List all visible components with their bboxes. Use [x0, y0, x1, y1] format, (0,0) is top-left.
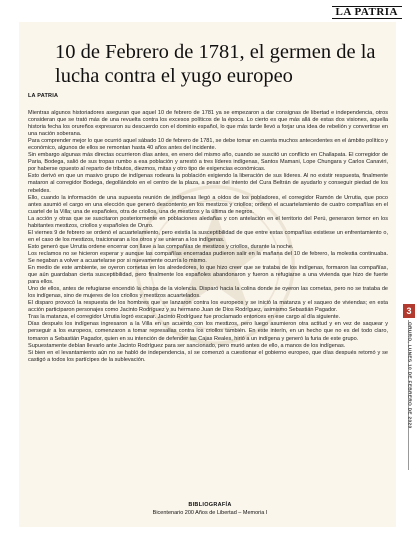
article-paragraph: Para comprender mejor lo que ocurrió aquel sábado 10 de febrero de 1781, se debe tomar en cuenta muchos antecedentes en el ámbito político y económico, algunos de ellos se remontan hasta 40 años antes del incidente. [28, 138, 388, 152]
article-paragraph: Sin embargo algunas más directas ocurrieron días antes, en enero del mismo año, cuando se suscitó un conflicto en Challapata. El corregidor de Paria, Bodega, salió de sus tropas rumbo a esa población y arrestó a tres líderes indígenas, Santos Mamani, Lope Chungara y Carlos Canaviri, por haberse opuesto al reparto de tributos, diezmos, mitas y otro tipo de exigencias económicas. [28, 152, 388, 173]
article-paragraph: Si bien en el levantamiento aún no se habló de independencia, sí se comenzó a cuestionar el gobierno europeo, que días después retomó y se castigó a todos los partícipes de la sublevación. [28, 349, 388, 363]
bibliography-title: BIBLIOGRAFÍA [188, 502, 232, 508]
article-title: 10 de Febrero de 1781, el germen de la lucha contra el yugo europeo [55, 41, 376, 87]
article-paragraph: Mientras algunos historiadores aseguran que aquel 10 de febrero de 1781 ya se empezaron a dar consignas de libertad e independencia, otros consideran que se trató más de una revuelta contra los excesos políticos de la época. Lo cierto es que más allá de estas dos visiones, aquella historia fecha los orureños expresaron su descuerdo con el dominio español, lo que más tarde llevó a forjar una idea de rebelión y convertirse en una nación soberana. [28, 110, 388, 138]
article-paragraph: Los reclamos no se hicieron esperar y aunque las compañías encerradas pudieron salir en la mañana del 10 de febrero, la molestia continuaba. Se negaban a volver a acuartelarse por si nuevamente ocurría lo mismo. [28, 250, 388, 264]
edition-date-text: ORURO, LUNES 10 DE FEBRERO DE 2020 [406, 322, 412, 429]
article-paragraph: Tras la matanza, el corregidor Urrutia logró escapar. Jacinto Rodríguez fue proclamado entonces en ese cargo al día siguiente. [28, 314, 341, 321]
bibliography [0, 502, 420, 516]
edition-date-label [402, 322, 416, 532]
article-paragraph: El disparo provocó la respuesta de los hombres que se lanzaron contra los europeos y se inició la matanza y el saqueo de viviendas; en esta acción participaron personajes como Jacinto Rodríguez y su hermano Juan de Dios Rodríguez, asimismo Sebastián Pagador. [28, 300, 388, 314]
article-paragraph: En medio de este ambiente, se oyeron cornetas en los alrededores, lo que hizo creer que se trataba de los indígenas, formaron las compañías, que aún guardaban cierta susceptibilidad, pero finalmente los españoles abandonaron y fueron a refugiarse a una vivienda que hizo de fuerte para ellos. [28, 265, 388, 286]
article-paragraph: La acción y otras que se suscitaron posteriormente en poblaciones aledañas y con antelación en el territorio del Perú, generaron temor en los habitantes mestizos, criollos y españoles de Oruro. [28, 215, 388, 229]
article-paragraph: Días después los indígenas ingresaron a la Villa en un acuerdo con los mestizos, pero luego asumieron otra actitud y en vez de saquear y perseguir a los europeos, comenzaron a tomar represalias contra los criollos también. En este interín, en un hecho que no es del todo claro, tomaron a Sebastián Pagador, quien en su intención de defender las Cajas Reales, hirió a un indígena y generó la furia de este grupo. [28, 321, 388, 342]
article-paragraph: Esto generó que Urrutia ordene encerrar con llave a las compañías de mestizos y criollos, durante la noche. [28, 243, 294, 250]
article-paragraph: El viernes 9 de febrero se ordenó el acuartelamiento, pero existía la susceptibilidad de que entre estas compañías existiese un enfrentamiento o, en el caso de los mestizos, traicionaran a los otros y se unieran a los indígenas. [28, 229, 388, 243]
newspaper-logo [332, 5, 402, 19]
logo-text: LA PATRIA [332, 6, 402, 19]
article-body [28, 110, 388, 495]
article-paragraph: Supuestamente debían llevarlo ante Jacinto Rodríguez para ser sancionado, pero murió antes de ello, a manos de los indígenas. [28, 342, 346, 349]
article-byline: LA PATRIA [28, 93, 59, 99]
bibliography-text: Bicentenario 200 Años de Libertad – Memoria I [152, 510, 268, 516]
page-number-tab: 3 [403, 304, 415, 318]
article-paragraph: Esto derivó en que un masivo grupo de indígenas rodeara la población exigiendo la liberación de sus líderes. Al no existir respuesta, finalmente mataron al corregidor Bodega, degollándolo en el centro de la plaza, a pesar del intento del Cura Beltrán de ayudarlo y conseguir piedad de los rebeldes. [28, 173, 388, 194]
article-paragraph: Ello, cuando la información de una supuesta reunión de indígenas llegó a oídos de los pobladores, el corregidor Ramón de Urrutia, que poco antes asumió el cargo en una elección que generó descontento en los mestizos y criollos; ordenó el acuartelamiento de cuatro compañías en el cuartel de la Villa; una de españoles, otra de criollos, una de mestizos y la última de negros. [28, 194, 388, 215]
article-paragraph: Uno de ellos, antes de refugiarse encendió la chispa de la violencia. Disparó hacia la colina donde se oyeron las cornetas, pero no se trataba de los indígenas, sino de mujeres de los criollos y mestizos acuartelados. [28, 286, 388, 300]
